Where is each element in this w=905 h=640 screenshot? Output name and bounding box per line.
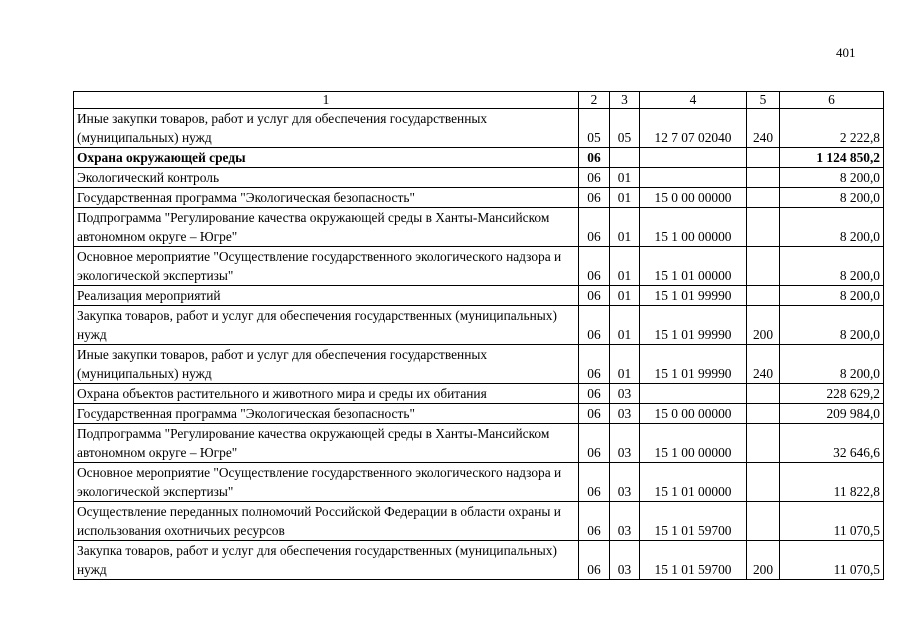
target-article-cell: 15 1 01 99990 (640, 306, 747, 345)
expense-type-cell (747, 168, 780, 188)
table-row (74, 286, 884, 306)
section-code-cell: 06 (579, 188, 610, 208)
expense-type-cell: 240 (747, 345, 780, 384)
row-name-cell: Государственная программа "Экологическая безопасность" (74, 188, 579, 208)
table-row (74, 463, 884, 502)
budget-table (73, 91, 884, 580)
target-article-cell: 15 1 01 99990 (640, 345, 747, 384)
subsection-code-cell: 03 (610, 424, 640, 463)
amount-cell: 2 222,8 (780, 109, 884, 148)
row-name-cell: Экологический контроль (74, 168, 579, 188)
table-row (74, 502, 884, 541)
subsection-code-cell: 01 (610, 168, 640, 188)
amount-cell: 8 200,0 (780, 247, 884, 286)
amount-cell: 8 200,0 (780, 168, 884, 188)
amount-cell: 8 200,0 (780, 188, 884, 208)
header-col-4: 4 (640, 92, 747, 109)
subsection-code-cell (610, 148, 640, 168)
table-row (74, 384, 884, 404)
amount-cell: 8 200,0 (780, 208, 884, 247)
row-name-cell: Подпрограмма "Регулирование качества окружающей среды в Ханты-Мансийском автономном округе – Югре" (74, 208, 579, 247)
header-row (74, 92, 884, 109)
section-code-cell: 06 (579, 148, 610, 168)
header-col-5: 5 (747, 92, 780, 109)
target-article-cell: 15 0 00 00000 (640, 404, 747, 424)
section-code-cell: 06 (579, 463, 610, 502)
expense-type-cell (747, 424, 780, 463)
section-code-cell: 05 (579, 109, 610, 148)
target-article-cell: 15 1 00 00000 (640, 208, 747, 247)
section-code-cell: 06 (579, 502, 610, 541)
table-row (74, 404, 884, 424)
expense-type-cell (747, 188, 780, 208)
row-name-cell: Иные закупки товаров, работ и услуг для обеспечения государственных (муниципальных) нужд (74, 345, 579, 384)
subsection-code-cell: 01 (610, 208, 640, 247)
amount-cell: 11 070,5 (780, 502, 884, 541)
target-article-cell (640, 168, 747, 188)
expense-type-cell (747, 286, 780, 306)
row-name-cell: Государственная программа "Экологическая безопасность" (74, 404, 579, 424)
amount-cell: 1 124 850,2 (780, 148, 884, 168)
subsection-code-cell: 03 (610, 463, 640, 502)
header-col-1: 1 (74, 92, 579, 109)
subsection-code-cell: 03 (610, 541, 640, 580)
section-code-cell: 06 (579, 404, 610, 424)
amount-cell: 11 070,5 (780, 541, 884, 580)
subsection-code-cell: 03 (610, 384, 640, 404)
subsection-code-cell: 01 (610, 188, 640, 208)
target-article-cell: 15 1 01 99990 (640, 286, 747, 306)
target-article-cell: 15 1 01 59700 (640, 502, 747, 541)
table-row (74, 188, 884, 208)
expense-type-cell (747, 148, 780, 168)
expense-type-cell (747, 208, 780, 247)
subsection-code-cell: 03 (610, 502, 640, 541)
subsection-code-cell: 05 (610, 109, 640, 148)
table-row (74, 168, 884, 188)
header-col-2: 2 (579, 92, 610, 109)
amount-cell: 209 984,0 (780, 404, 884, 424)
expense-type-cell: 200 (747, 541, 780, 580)
section-code-cell: 06 (579, 208, 610, 247)
section-code-cell: 06 (579, 424, 610, 463)
table-row (74, 148, 884, 168)
subsection-code-cell: 01 (610, 306, 640, 345)
row-name-cell: Основное мероприятие "Осуществление государственного экологического надзора и экологической экспертизы" (74, 463, 579, 502)
row-name-cell: Закупка товаров, работ и услуг для обеспечения государственных (муниципальных) нужд (74, 306, 579, 345)
amount-cell: 8 200,0 (780, 306, 884, 345)
row-name-cell: Основное мероприятие "Осуществление государственного экологического надзора и экологической экспертизы" (74, 247, 579, 286)
target-article-cell: 12 7 07 02040 (640, 109, 747, 148)
row-name-cell: Реализация мероприятий (74, 286, 579, 306)
target-article-cell (640, 384, 747, 404)
expense-type-cell (747, 502, 780, 541)
table-row (74, 247, 884, 286)
expense-type-cell (747, 384, 780, 404)
row-name-cell: Подпрограмма "Регулирование качества окружающей среды в Ханты-Мансийском автономном округе – Югре" (74, 424, 579, 463)
page-number: 401 (836, 45, 856, 60)
table-row (74, 208, 884, 247)
amount-cell: 8 200,0 (780, 345, 884, 384)
subsection-code-cell: 03 (610, 404, 640, 424)
amount-cell: 228 629,2 (780, 384, 884, 404)
target-article-cell: 15 1 01 59700 (640, 541, 747, 580)
row-name-cell: Закупка товаров, работ и услуг для обеспечения государственных (муниципальных) нужд (74, 541, 579, 580)
expense-type-cell: 240 (747, 109, 780, 148)
expense-type-cell (747, 404, 780, 424)
section-code-cell: 06 (579, 345, 610, 384)
section-code-cell: 06 (579, 168, 610, 188)
target-article-cell: 15 1 01 00000 (640, 463, 747, 502)
table-row (74, 345, 884, 384)
target-article-cell (640, 148, 747, 168)
row-name-cell: Иные закупки товаров, работ и услуг для обеспечения государственных (муниципальных) нужд (74, 109, 579, 148)
row-name-cell: Осуществление переданных полномочий Российской Федерации в области охраны и использования охотничьих ресурсов (74, 502, 579, 541)
table-row (74, 109, 884, 148)
header-col-6: 6 (780, 92, 884, 109)
section-code-cell: 06 (579, 541, 610, 580)
section-code-cell: 06 (579, 247, 610, 286)
target-article-cell: 15 1 01 00000 (640, 247, 747, 286)
target-article-cell: 15 1 00 00000 (640, 424, 747, 463)
table-row (74, 424, 884, 463)
header-col-3: 3 (610, 92, 640, 109)
target-article-cell: 15 0 00 00000 (640, 188, 747, 208)
section-code-cell: 06 (579, 286, 610, 306)
row-name-cell: Охрана объектов растительного и животного мира и среды их обитания (74, 384, 579, 404)
section-code-cell: 06 (579, 384, 610, 404)
row-name-cell: Охрана окружающей среды (74, 148, 579, 168)
amount-cell: 32 646,6 (780, 424, 884, 463)
table-row (74, 306, 884, 345)
expense-type-cell (747, 247, 780, 286)
subsection-code-cell: 01 (610, 247, 640, 286)
amount-cell: 11 822,8 (780, 463, 884, 502)
subsection-code-cell: 01 (610, 345, 640, 384)
expense-type-cell: 200 (747, 306, 780, 345)
subsection-code-cell: 01 (610, 286, 640, 306)
amount-cell: 8 200,0 (780, 286, 884, 306)
expense-type-cell (747, 463, 780, 502)
table-body (74, 109, 884, 580)
section-code-cell: 06 (579, 306, 610, 345)
table-row (74, 541, 884, 580)
